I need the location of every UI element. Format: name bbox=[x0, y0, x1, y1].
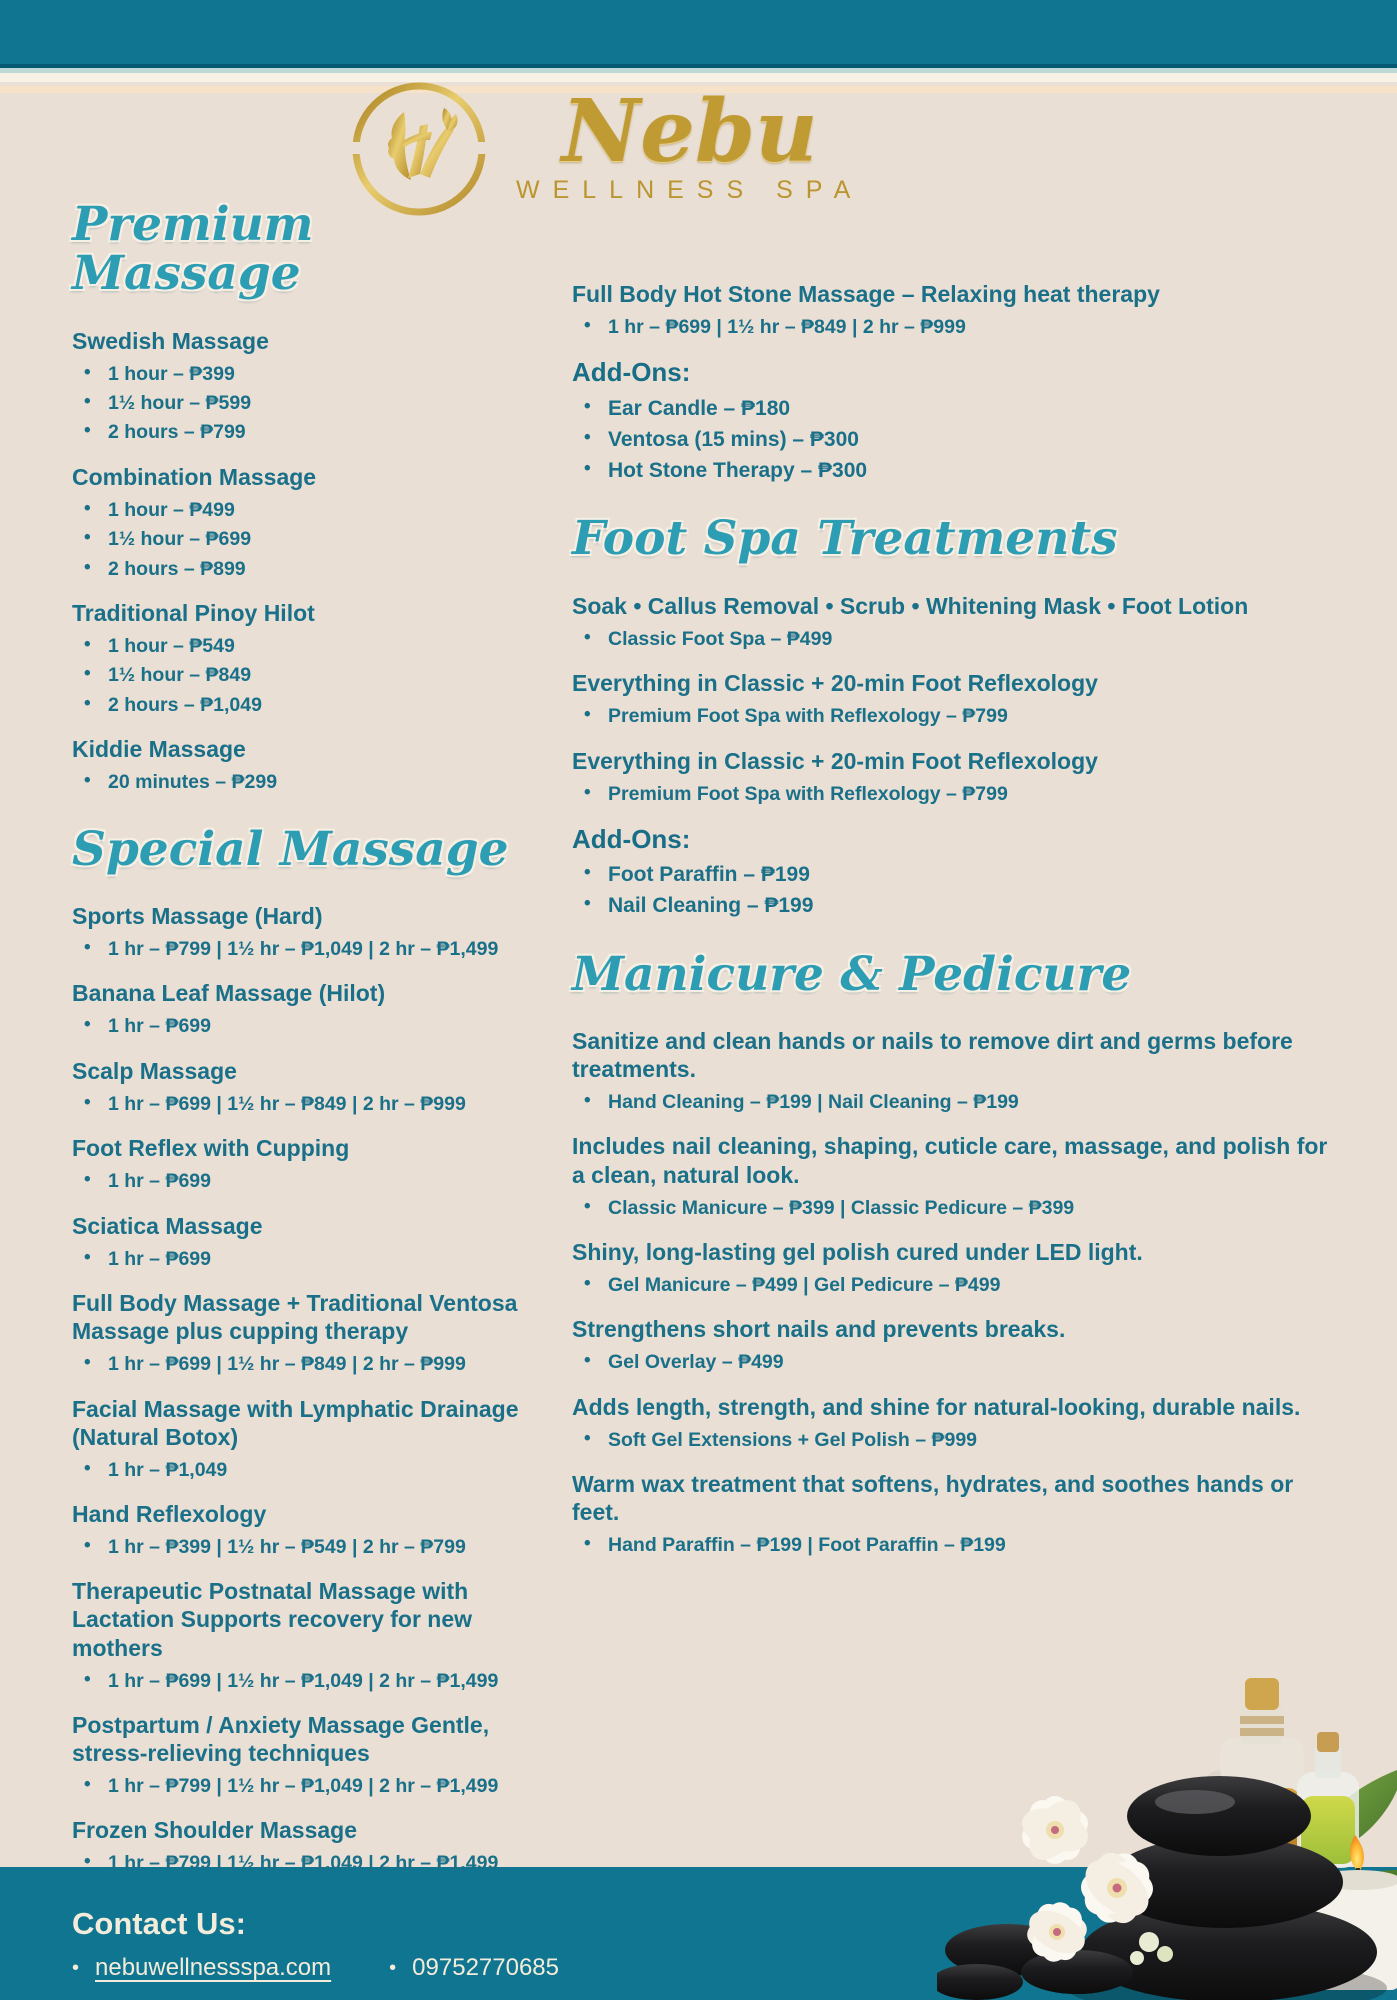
menu-column-left bbox=[72, 197, 550, 1876]
bullet-dot-icon: • bbox=[84, 391, 91, 413]
bullet-dot-icon: • bbox=[84, 1774, 91, 1796]
price-list bbox=[72, 362, 550, 445]
price-list bbox=[72, 1092, 550, 1116]
price-text: 1 hr – ₱699 bbox=[108, 1170, 211, 1193]
bullet-dot-icon: • bbox=[84, 692, 91, 714]
bullet-dot-icon: • bbox=[84, 556, 91, 578]
service-title: Full Body Massage + Traditional Ventosa Massage plus cupping therapy bbox=[72, 1290, 518, 1345]
bullet-dot-icon: • bbox=[584, 315, 591, 337]
contact-website-item bbox=[72, 1954, 331, 1982]
price-bullet bbox=[72, 557, 550, 581]
bullet-dot-icon: • bbox=[584, 426, 591, 448]
service-block bbox=[72, 463, 550, 581]
price-text: Premium Foot Spa with Reflexology – ₱799 bbox=[608, 782, 1008, 805]
service-block bbox=[572, 1027, 1340, 1114]
service-block bbox=[572, 1132, 1340, 1219]
price-list bbox=[72, 634, 550, 717]
price-text: Gel Overlay – ₱499 bbox=[608, 1351, 784, 1374]
bullet-dot-icon: • bbox=[84, 1668, 91, 1690]
bullet-dot-icon: • bbox=[584, 1427, 591, 1449]
contact-title: Contact Us: bbox=[72, 1906, 246, 1941]
service-title: Everything in Classic + 20-min Foot Reflexology bbox=[572, 670, 1098, 697]
bullet-dot-icon: • bbox=[84, 361, 91, 383]
price-bullet bbox=[572, 862, 1340, 888]
price-list bbox=[72, 1774, 550, 1798]
price-bullet bbox=[72, 1669, 550, 1693]
service-block bbox=[572, 592, 1340, 651]
service-title: Soak • Callus Removal • Scrub • Whitening Mask • Foot Lotion bbox=[572, 592, 1249, 619]
service-title: Frozen Shoulder Massage bbox=[72, 1817, 358, 1844]
price-text: Gel Manicure – ₱499 | Gel Pedicure – ₱499 bbox=[608, 1273, 1001, 1296]
price-list bbox=[572, 782, 1340, 806]
service-title: Shiny, long-lasting gel polish cured under LED light. bbox=[572, 1238, 1143, 1265]
price-list bbox=[572, 704, 1340, 728]
price-list bbox=[572, 627, 1340, 651]
price-text: 1½ hour – ₱699 bbox=[108, 528, 252, 551]
price-text: 1 hr – ₱699 | 1½ hr – ₱849 | 2 hr – ₱999 bbox=[608, 316, 966, 339]
price-text: 1 hr – ₱699 bbox=[108, 1015, 211, 1038]
price-list bbox=[72, 1458, 550, 1482]
bullet-dot-icon: • bbox=[584, 1533, 591, 1555]
top-border-band bbox=[0, 0, 1397, 64]
price-list bbox=[572, 1273, 1340, 1297]
addons-heading: Add-Ons: bbox=[572, 357, 691, 388]
price-bullet bbox=[572, 1090, 1340, 1114]
price-text: 1½ hour – ₱599 bbox=[108, 392, 252, 415]
service-block bbox=[72, 1577, 550, 1693]
price-text: 1 hr – ₱699 | 1½ hr – ₱1,049 | 2 hr – ₱1,499 bbox=[108, 1669, 499, 1692]
price-list bbox=[572, 862, 1340, 920]
price-bullet bbox=[572, 893, 1340, 919]
service-block bbox=[72, 979, 550, 1038]
service-title: Kiddie Massage bbox=[72, 736, 246, 763]
price-bullet bbox=[72, 498, 550, 522]
bullet-dot-icon: • bbox=[584, 1090, 591, 1112]
service-title: Full Body Hot Stone Massage – Relaxing heat therapy bbox=[572, 281, 1160, 307]
price-bullet bbox=[572, 1196, 1340, 1220]
service-title: Warm wax treatment that softens, hydrates, and soothes hands or feet. bbox=[572, 1471, 1294, 1526]
price-bullet bbox=[72, 1774, 550, 1798]
bullet-dot-icon: • bbox=[84, 1169, 91, 1191]
price-bullet bbox=[72, 937, 550, 961]
price-bullet bbox=[72, 420, 550, 444]
service-block bbox=[572, 1393, 1340, 1452]
service-block bbox=[72, 1816, 550, 1875]
service-title: Foot Reflex with Cupping bbox=[72, 1135, 350, 1162]
bullet-dot-icon: • bbox=[584, 893, 591, 915]
contact-section bbox=[72, 1906, 617, 1982]
price-text: 1 hour – ₱499 bbox=[108, 498, 235, 521]
price-bullet bbox=[72, 770, 550, 794]
price-text: 1 hr – ₱1,049 bbox=[108, 1458, 228, 1481]
bullet-dot-icon: • bbox=[584, 395, 591, 417]
price-list bbox=[72, 770, 550, 794]
price-bullet bbox=[72, 693, 550, 717]
price-bullet bbox=[72, 1458, 550, 1482]
bullet-dot-icon: • bbox=[84, 497, 91, 519]
bullet-dot-icon: • bbox=[584, 704, 591, 726]
price-text: 1 hr – ₱799 | 1½ hr – ₱1,049 | 2 hr – ₱1,499 bbox=[108, 938, 499, 961]
service-title: Therapeutic Postnatal Massage with Lactation Supports recovery for new mothers bbox=[72, 1578, 473, 1661]
brand-logo bbox=[348, 78, 863, 220]
price-bullet bbox=[72, 1169, 550, 1193]
bullet-dot-icon: • bbox=[84, 1246, 91, 1268]
service-block bbox=[72, 327, 550, 445]
bullet-dot-icon: • bbox=[584, 1350, 591, 1372]
section-heading: Manicure & Pedicure bbox=[572, 946, 1132, 1002]
price-list bbox=[572, 315, 1340, 339]
service-block bbox=[72, 1711, 550, 1798]
price-text: 1 hr – ₱699 bbox=[108, 1247, 211, 1270]
service-title: Postpartum / Anxiety Massage Gentle, stress-relieving techniques bbox=[72, 1711, 490, 1766]
price-bullet bbox=[72, 663, 550, 687]
price-list bbox=[572, 1533, 1340, 1557]
section-heading: Premium Massage bbox=[72, 197, 314, 302]
price-bullet bbox=[572, 704, 1340, 728]
bullet-dot-icon: • bbox=[389, 1956, 397, 1979]
price-text: Foot Paraffin – ₱199 bbox=[608, 863, 810, 887]
service-title: Strengthens short nails and prevents breaks. bbox=[572, 1316, 1066, 1343]
service-block bbox=[572, 1238, 1340, 1297]
brand-name: Nebu bbox=[561, 80, 818, 182]
price-list bbox=[572, 1428, 1340, 1452]
price-bullet bbox=[72, 634, 550, 658]
service-block bbox=[572, 1470, 1340, 1557]
bullet-dot-icon: • bbox=[84, 1091, 91, 1113]
service-block bbox=[72, 735, 550, 794]
addons-block bbox=[572, 357, 1340, 484]
service-title: Everything in Classic + 20-min Foot Reflexology bbox=[572, 747, 1098, 774]
price-bullet bbox=[72, 1014, 550, 1038]
price-bullet bbox=[572, 1273, 1340, 1297]
service-title: Banana Leaf Massage (Hilot) bbox=[72, 980, 386, 1007]
service-title: Includes nail cleaning, shaping, cuticle care, massage, and polish for a clean, natural look. bbox=[572, 1133, 1328, 1188]
price-text: Nail Cleaning – ₱199 bbox=[608, 894, 814, 918]
price-text: 1 hour – ₱549 bbox=[108, 635, 235, 658]
bullet-dot-icon: • bbox=[584, 1195, 591, 1217]
price-bullet bbox=[72, 527, 550, 551]
price-text: Hot Stone Therapy – ₱300 bbox=[608, 459, 868, 483]
price-text: 1 hr – ₱399 | 1½ hr – ₱549 | 2 hr – ₱799 bbox=[108, 1536, 466, 1559]
price-text: Soft Gel Extensions + Gel Polish – ₱999 bbox=[608, 1428, 978, 1451]
price-text: 20 minutes – ₱299 bbox=[108, 771, 278, 794]
price-text: 2 hours – ₱899 bbox=[108, 557, 246, 580]
price-bullet bbox=[72, 1352, 550, 1376]
service-block bbox=[72, 1057, 550, 1116]
price-list bbox=[72, 1669, 550, 1693]
service-title: Sciatica Massage bbox=[72, 1212, 263, 1239]
service-title: Traditional Pinoy Hilot bbox=[72, 600, 315, 627]
price-list bbox=[72, 1851, 550, 1875]
website-link[interactable]: nebuwellnessspa.com bbox=[95, 1954, 332, 1981]
price-bullet bbox=[572, 1428, 1340, 1452]
service-block bbox=[72, 599, 550, 717]
bullet-dot-icon: • bbox=[84, 937, 91, 959]
price-bullet bbox=[572, 1533, 1340, 1557]
addons-block bbox=[572, 824, 1340, 920]
service-block bbox=[72, 1134, 550, 1193]
price-text: Hand Cleaning – ₱199 | Nail Cleaning – ₱199 bbox=[608, 1091, 1019, 1114]
section-heading: Special Massage bbox=[72, 821, 509, 877]
service-title: Scalp Massage bbox=[72, 1057, 237, 1084]
service-block bbox=[72, 1395, 550, 1482]
price-bullet bbox=[72, 1851, 550, 1875]
price-text: 2 hours – ₱799 bbox=[108, 421, 246, 444]
bullet-dot-icon: • bbox=[584, 626, 591, 648]
price-text: 1 hr – ₱699 | 1½ hr – ₱849 | 2 hr – ₱999 bbox=[108, 1092, 466, 1115]
service-block bbox=[572, 669, 1340, 728]
price-list bbox=[72, 498, 550, 581]
bullet-dot-icon: • bbox=[84, 527, 91, 549]
service-title: Adds length, strength, and shine for natural-looking, durable nails. bbox=[572, 1393, 1301, 1420]
price-list bbox=[72, 1169, 550, 1193]
price-list bbox=[572, 396, 1340, 485]
price-bullet bbox=[72, 391, 550, 415]
brand-subtitle: WELLNESS SPA bbox=[516, 176, 864, 205]
bullet-dot-icon: • bbox=[584, 781, 591, 803]
service-block bbox=[572, 747, 1340, 806]
price-text: 1 hr – ₱799 | 1½ hr – ₱1,049 | 2 hr – ₱1,499 bbox=[108, 1852, 499, 1875]
price-list bbox=[72, 1352, 550, 1376]
service-block bbox=[72, 1500, 550, 1559]
bullet-dot-icon: • bbox=[84, 770, 91, 792]
addons-heading: Add-Ons: bbox=[572, 823, 691, 854]
price-text: Hand Paraffin – ₱199 | Foot Paraffin – ₱199 bbox=[608, 1534, 1006, 1557]
bullet-dot-icon: • bbox=[84, 1851, 91, 1873]
price-text: Ventosa (15 mins) – ₱300 bbox=[608, 427, 859, 451]
bullet-dot-icon: • bbox=[84, 1014, 91, 1036]
service-block bbox=[572, 280, 1340, 339]
price-bullet bbox=[72, 1247, 550, 1271]
menu-column-right bbox=[572, 262, 1340, 1558]
price-list bbox=[572, 1090, 1340, 1114]
bullet-dot-icon: • bbox=[584, 862, 591, 884]
spa-still-life-image bbox=[937, 1620, 1397, 2000]
bullet-dot-icon: • bbox=[84, 420, 91, 442]
service-block bbox=[572, 1315, 1340, 1374]
service-title: Sports Massage (Hard) bbox=[72, 902, 323, 929]
price-bullet bbox=[572, 396, 1340, 422]
price-bullet bbox=[72, 362, 550, 386]
price-list bbox=[572, 1196, 1340, 1220]
price-bullet bbox=[572, 458, 1340, 484]
service-block bbox=[72, 1289, 550, 1376]
price-list bbox=[72, 1014, 550, 1038]
bullet-dot-icon: • bbox=[584, 1272, 591, 1294]
service-title: Hand Reflexology bbox=[72, 1501, 267, 1528]
price-text: Classic Foot Spa – ₱499 bbox=[608, 627, 833, 650]
price-bullet bbox=[572, 627, 1340, 651]
bullet-dot-icon: • bbox=[84, 1352, 91, 1374]
price-text: Premium Foot Spa with Reflexology – ₱799 bbox=[608, 705, 1008, 728]
price-text: Ear Candle – ₱180 bbox=[608, 396, 791, 420]
contact-phone-item bbox=[389, 1954, 559, 1982]
price-list bbox=[72, 937, 550, 961]
service-block bbox=[72, 1212, 550, 1271]
price-bullet bbox=[572, 782, 1340, 806]
price-bullet bbox=[72, 1535, 550, 1559]
bullet-dot-icon: • bbox=[584, 458, 591, 480]
phone-number: 09752770685 bbox=[412, 1954, 559, 1981]
price-list bbox=[572, 1350, 1340, 1374]
price-text: 1 hr – ₱799 | 1½ hr – ₱1,049 | 2 hr – ₱1,499 bbox=[108, 1775, 499, 1798]
price-text: 1½ hour – ₱849 bbox=[108, 664, 252, 687]
price-text: Classic Manicure – ₱399 | Classic Pedicure – ₱399 bbox=[608, 1196, 1075, 1219]
price-bullet bbox=[72, 1092, 550, 1116]
bullet-dot-icon: • bbox=[84, 1535, 91, 1557]
service-block bbox=[72, 902, 550, 961]
nebu-logo-icon bbox=[348, 78, 490, 220]
price-bullet bbox=[572, 1350, 1340, 1374]
bullet-dot-icon: • bbox=[84, 1457, 91, 1479]
price-bullet bbox=[572, 315, 1340, 339]
service-title: Sanitize and clean hands or nails to remove dirt and germs before treatments. bbox=[572, 1028, 1293, 1083]
service-title: Combination Massage bbox=[72, 463, 317, 490]
bullet-dot-icon: • bbox=[84, 663, 91, 685]
bullet-dot-icon: • bbox=[84, 634, 91, 656]
section-heading: Foot Spa Treatments bbox=[572, 511, 1118, 567]
price-list bbox=[72, 1247, 550, 1271]
service-title: Swedish Massage bbox=[72, 327, 269, 354]
price-text: 1 hour – ₱399 bbox=[108, 362, 235, 385]
price-text: 2 hours – ₱1,049 bbox=[108, 693, 262, 716]
price-bullet bbox=[572, 427, 1340, 453]
service-title: Facial Massage with Lymphatic Drainage (Natural Botox) bbox=[72, 1395, 519, 1450]
price-list bbox=[72, 1535, 550, 1559]
bullet-dot-icon: • bbox=[72, 1956, 80, 1979]
price-text: 1 hr – ₱699 | 1½ hr – ₱849 | 2 hr – ₱999 bbox=[108, 1353, 466, 1376]
